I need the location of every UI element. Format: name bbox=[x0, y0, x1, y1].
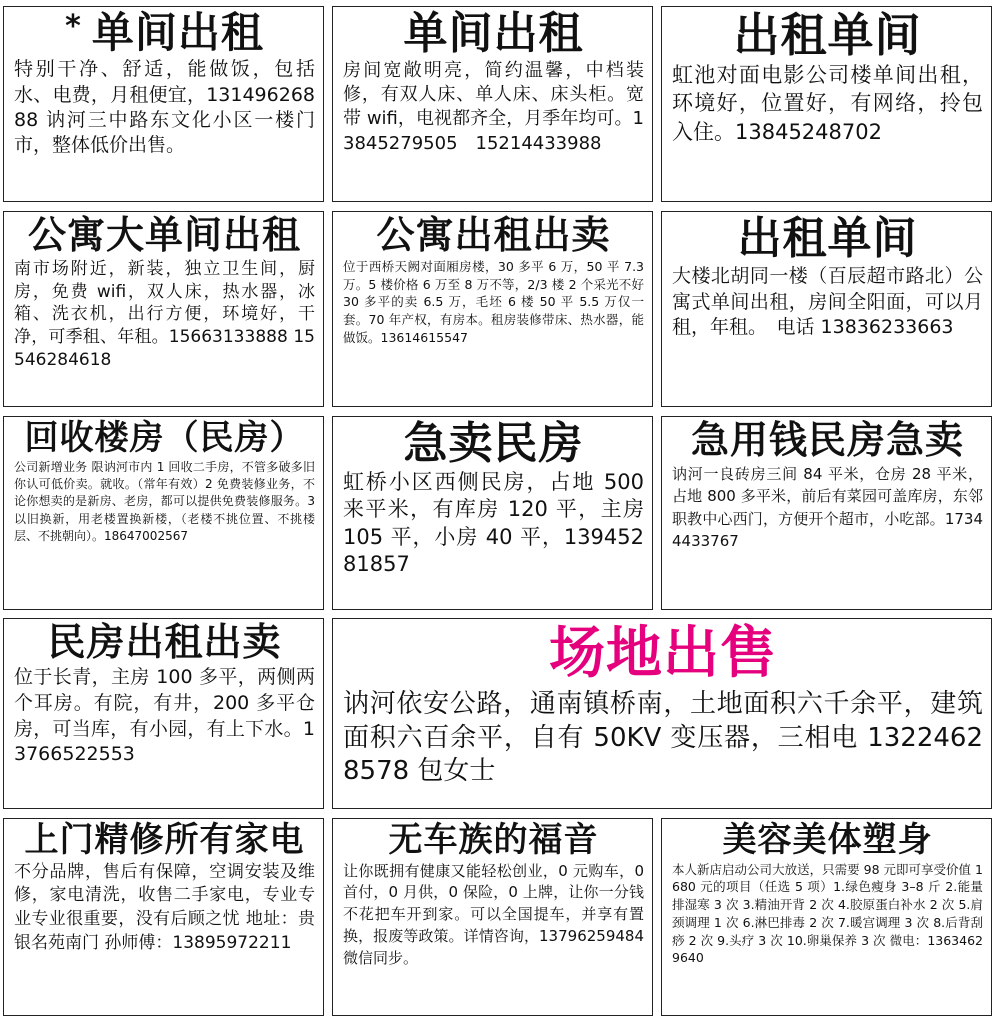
ad-apartment-rent-sell bbox=[332, 211, 653, 407]
ad-body: 本人新店启动公司大放送，只需要 98 元即可享受价值 1680 元的项目（任选 5 项）1.绿色瘦身 3–8 斤 2.能量排湿寒 3 次 3.精油开背 2 次 4.胶原蛋白补水 2 次 5.肩颈调理 1 次 6.淋巴排毒 2 次 7.暖宫调理 3 次 8.后背刮痧 2 次 9.头疗 3 次 10.卵巢保养 3 次 微电：13634629640 bbox=[672, 861, 983, 966]
ad-body: 不分品牌，售后有保障，空调安装及维修，家电清洗，收售二手家电，专业专业专业很重要，没有后顾之忧 地址：贵银名苑南门 孙师傅：13895972211 bbox=[14, 861, 315, 954]
ad-title: 上门精修所有家电 bbox=[24, 820, 305, 860]
ad-body: 虹池对面电影公司楼单间出租，环境好，位置好，有网络，拎包入住。13845248702 bbox=[672, 63, 983, 144]
ad-body: 公司新增业务 限讷河市内 1 回收二手房，不管多破多旧 你认可低价卖。就收。（常年有效）2 免费装修业务，不论你想卖的是新房、老房，都可以提供免费装修服务。3 以旧换新，用老楼置换新楼，（老楼不挑位置、不挑楼层、不挑朝向）。18647002567 bbox=[14, 459, 315, 544]
ad-rent-single-room-3 bbox=[661, 6, 992, 202]
ad-body: 南市场附近，新装，独立卫生间，厨房，免费 wifi，双人床，热水器，冰箱、洗衣机，出行方便，环境好，干净，可季租、年租。15663133888 15546284618 bbox=[14, 258, 315, 370]
ad-title: 公寓大单间出租 bbox=[27, 213, 301, 257]
ad-title: 场地出售 bbox=[549, 621, 777, 686]
ad-house-rent-sell bbox=[3, 618, 324, 809]
ad-title: 无车族的福音 bbox=[388, 820, 599, 860]
ad-apartment-single-room-rent bbox=[3, 211, 324, 407]
ad-title: 公寓出租出卖 bbox=[376, 213, 611, 257]
ad-body: 大楼北胡同一楼（百辰超市路北）公寓式单间出租，房间全阳面，可以月租，年租。 电话 13836233663 bbox=[672, 265, 983, 339]
ad-title: 出租单间 bbox=[733, 8, 922, 62]
ad-title: 单间出租 bbox=[403, 8, 584, 59]
ad-body: 让你既拥有健康又能轻松创业，0 元购车，0 首付，0 月供，0 保险，0 上牌，让你一分钱不花把车开到家。可以全国提车，并享有置换，报废等政策。详情咨询，13796259484 微信同步。 bbox=[343, 861, 644, 967]
ad-recycle-houses bbox=[3, 416, 324, 610]
ad-body: 虹桥小区西侧民房，占地 500 来平米，有库房 120 平，主房 105 平，小房 40 平，13945281857 bbox=[343, 470, 644, 577]
ad-urgent-money-house-sale bbox=[661, 416, 992, 610]
ad-urgent-sale-house bbox=[332, 416, 653, 610]
ad-title: 回收楼房（民房） bbox=[24, 418, 305, 458]
ad-title: 民房出租出卖 bbox=[47, 620, 282, 664]
ad-body: 房间宽敞明亮，简约温馨，中档装修，有双人床、单人床、床头柜。宽带 wifi，电视都齐全，月季年均可。13845279505 15214433988 bbox=[343, 60, 644, 154]
ad-body: 讷河一良砖房三间 84 平米，仓房 28 平米，占地 800 多平米，前后有菜园可盖库房，东邻职教中心西门，方便开个超市，小吃部。17344433767 bbox=[672, 464, 983, 551]
star-mark: * bbox=[65, 9, 82, 44]
ad-title: 急卖民房 bbox=[403, 418, 584, 469]
ad-title: 急用钱民房急卖 bbox=[690, 418, 964, 462]
ad-appliance-repair bbox=[3, 818, 324, 1016]
ad-title: 出租单间 bbox=[737, 213, 918, 264]
ad-site-for-sale bbox=[332, 618, 992, 809]
ad-body: 位于西桥天阙对面厢房楼，30 多平 6 万，50 平 7.3 万。5 楼价格 6 万至 8 万不等，2/3 楼 2 个采光不好 30 多平的卖 6.5 万，毛坯 6 楼 50 平 5.5 万仅一套。70 年产权，有房本。租房装修带床、热水器，能做饭。13614615547 bbox=[343, 258, 644, 345]
ad-rent-single-room-4 bbox=[661, 211, 992, 407]
ad-single-room-rent-1 bbox=[3, 6, 324, 202]
ad-title: * 单间出租 bbox=[65, 8, 264, 57]
ad-body: 位于长青，主房 100 多平，两侧两个耳房。有院，有井，200 多平仓房，可当库，有小园，有上下水。13766522553 bbox=[14, 665, 315, 766]
ad-beauty-body-shaping bbox=[661, 818, 992, 1016]
ad-title: 美容美体塑身 bbox=[722, 820, 933, 860]
ad-body: 讷河依安公路，通南镇桥南，土地面积六千余平，建筑面积六百余平，自有 50KV 变压器，三相电 13224628578 包女士 bbox=[343, 688, 983, 787]
ad-carless-good-news bbox=[332, 818, 653, 1016]
ad-body: 特别干净、舒适，能做饭，包括水、电费，月租便宜，13149626888 讷河三中路东文化小区一楼门市，整体低价出售。 bbox=[14, 58, 315, 157]
ad-single-room-rent-2 bbox=[332, 6, 653, 202]
